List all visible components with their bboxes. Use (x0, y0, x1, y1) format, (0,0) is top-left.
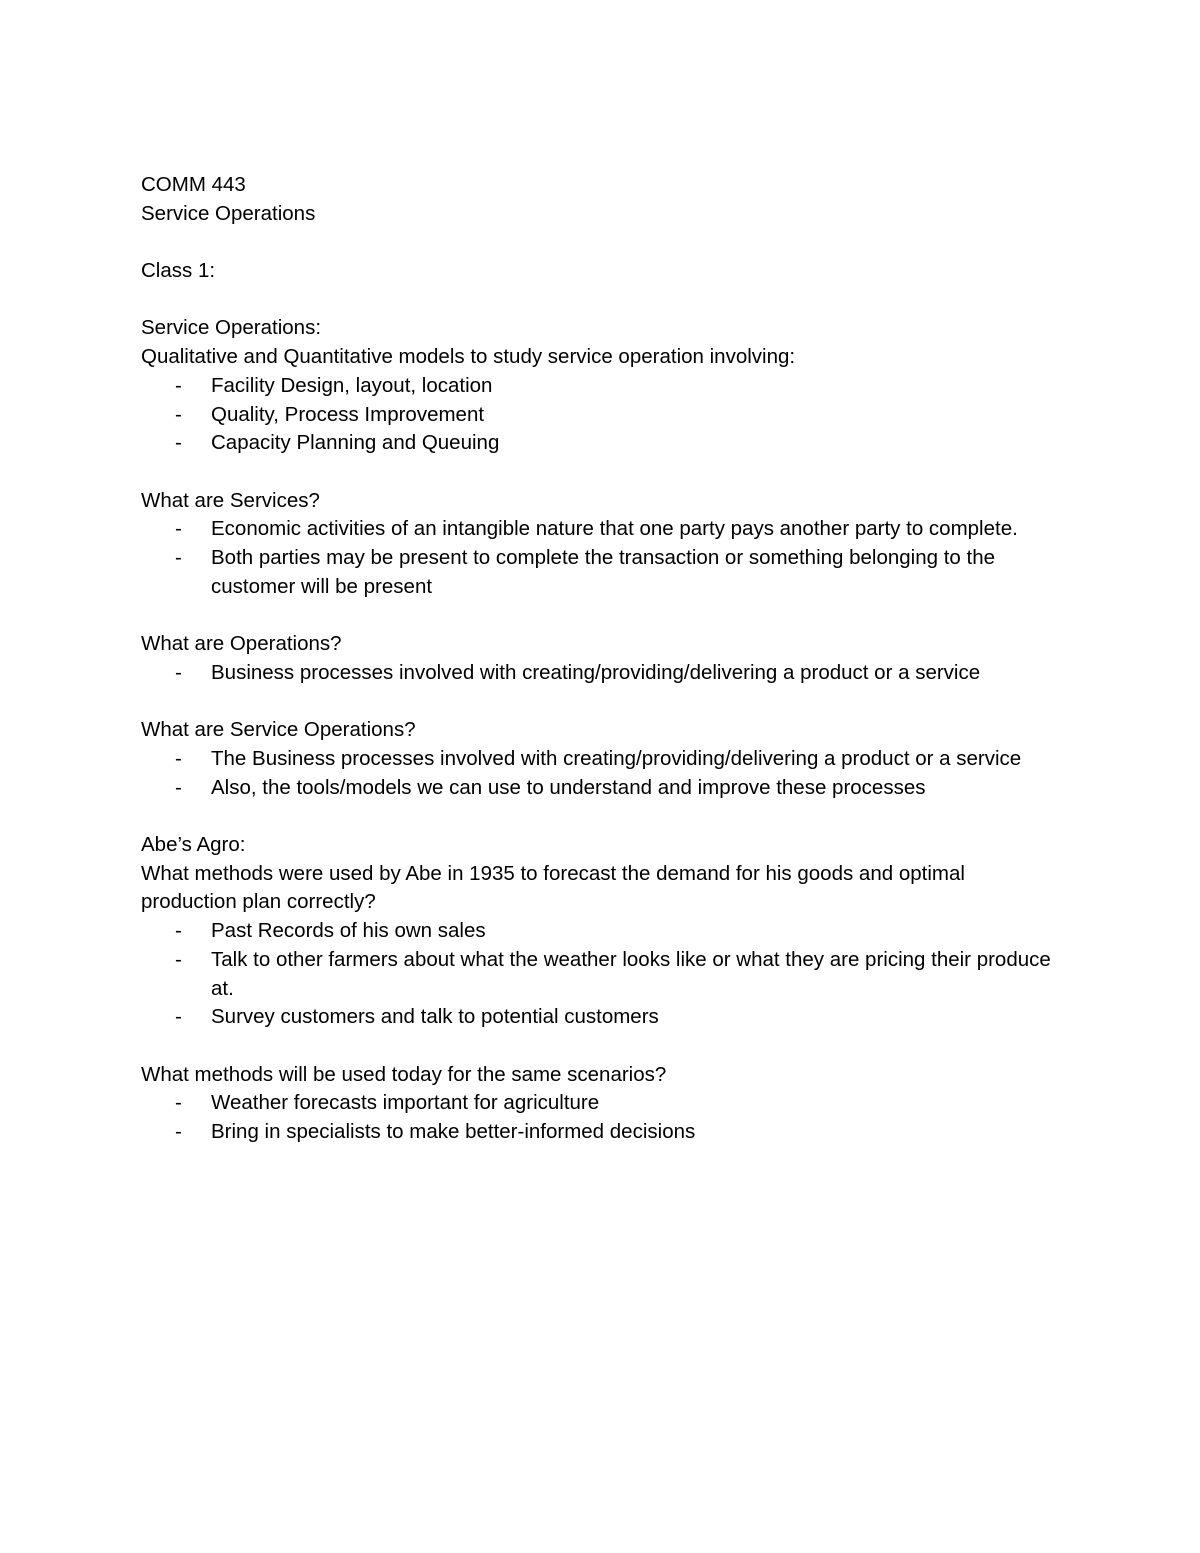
section-service-operations (141, 314, 1061, 458)
section-heading: What are Operations? (141, 632, 342, 656)
bullet-item (141, 946, 1061, 1003)
section-heading: Abe’s Agro: (141, 833, 246, 857)
spacer (141, 228, 1061, 257)
bullet-marker: - (175, 1091, 182, 1115)
bullet-marker: - (175, 1005, 182, 1029)
bullet-item (141, 515, 1061, 544)
section-what-are-services (141, 487, 1061, 602)
bullet-marker: - (175, 919, 182, 943)
bullet-text: Weather forecasts important for agriculture (211, 1091, 600, 1115)
bullet-item (141, 401, 1061, 430)
bullet-text: Survey customers and talk to potential customers (211, 1005, 659, 1029)
bullet-text: Bring in specialists to make better-informed decisions (211, 1120, 696, 1144)
bullet-marker: - (175, 775, 182, 799)
spacer (141, 688, 1061, 717)
course-code: COMM 443 (141, 173, 246, 196)
bullet-text: Business processes involved with creating/providing/delivering a product or a service (211, 660, 981, 684)
bullet-item (141, 917, 1061, 946)
spacer (141, 1032, 1061, 1061)
bullet-text: Quality, Process Improvement (211, 402, 485, 426)
bullet-marker: - (175, 517, 182, 541)
document-page (141, 171, 1061, 1147)
bullet-item (141, 659, 1061, 688)
bullet-marker: - (175, 1120, 182, 1144)
class-label: Class 1: (141, 259, 216, 283)
section-what-are-service-operations (141, 716, 1061, 802)
section-methods-today (141, 1061, 1061, 1147)
bullet-marker: - (175, 660, 182, 684)
bullet-text: Past Records of his own sales (211, 919, 486, 943)
bullet-marker: - (175, 402, 182, 426)
bullet-item (141, 745, 1061, 774)
bullet-item (141, 429, 1061, 458)
bullet-item (141, 372, 1061, 401)
spacer (141, 458, 1061, 487)
bullet-marker: - (175, 373, 182, 397)
section-subheading: Qualitative and Quantitative models to study service operation involving: (141, 345, 796, 369)
section-heading: What methods will be used today for the same scenarios? (141, 1062, 667, 1086)
section-heading: What are Services? (141, 488, 320, 512)
bullet-text: Also, the tools/models we can use to understand and improve these processes (211, 775, 926, 799)
bullet-item (141, 774, 1061, 803)
bullet-text: The Business processes involved with creating/providing/delivering a product or a service (211, 746, 1022, 770)
section-what-are-operations (141, 630, 1061, 687)
bullet-text: Facility Design, layout, location (211, 373, 493, 397)
bullet-text: Both parties may be present to complete the transaction or something belonging to the customer will be present (211, 546, 996, 598)
bullet-marker: - (175, 746, 182, 770)
bullet-item (141, 1003, 1061, 1032)
bullet-marker: - (175, 947, 182, 971)
spacer (141, 602, 1061, 631)
spacer (141, 802, 1061, 831)
bullet-item (141, 1089, 1061, 1118)
bullet-item (141, 1118, 1061, 1147)
bullet-marker: - (175, 546, 182, 570)
section-heading: What are Service Operations? (141, 718, 416, 742)
course-title: Service Operations (141, 201, 316, 225)
section-subheading: What methods were used by Abe in 1935 to forecast the demand for his goods and optimal production plan correctly? (141, 861, 965, 914)
section-heading: Service Operations: (141, 316, 322, 340)
bullet-marker: - (175, 431, 182, 455)
section-abes-agro (141, 831, 1061, 1032)
bullet-text: Economic activities of an intangible nature that one party pays another party to complete. (211, 517, 1018, 541)
bullet-item (141, 544, 1061, 601)
spacer (141, 286, 1061, 315)
bullet-text: Talk to other farmers about what the weather looks like or what they are pricing their produce at. (211, 947, 1051, 1000)
bullet-text: Capacity Planning and Queuing (211, 431, 500, 455)
